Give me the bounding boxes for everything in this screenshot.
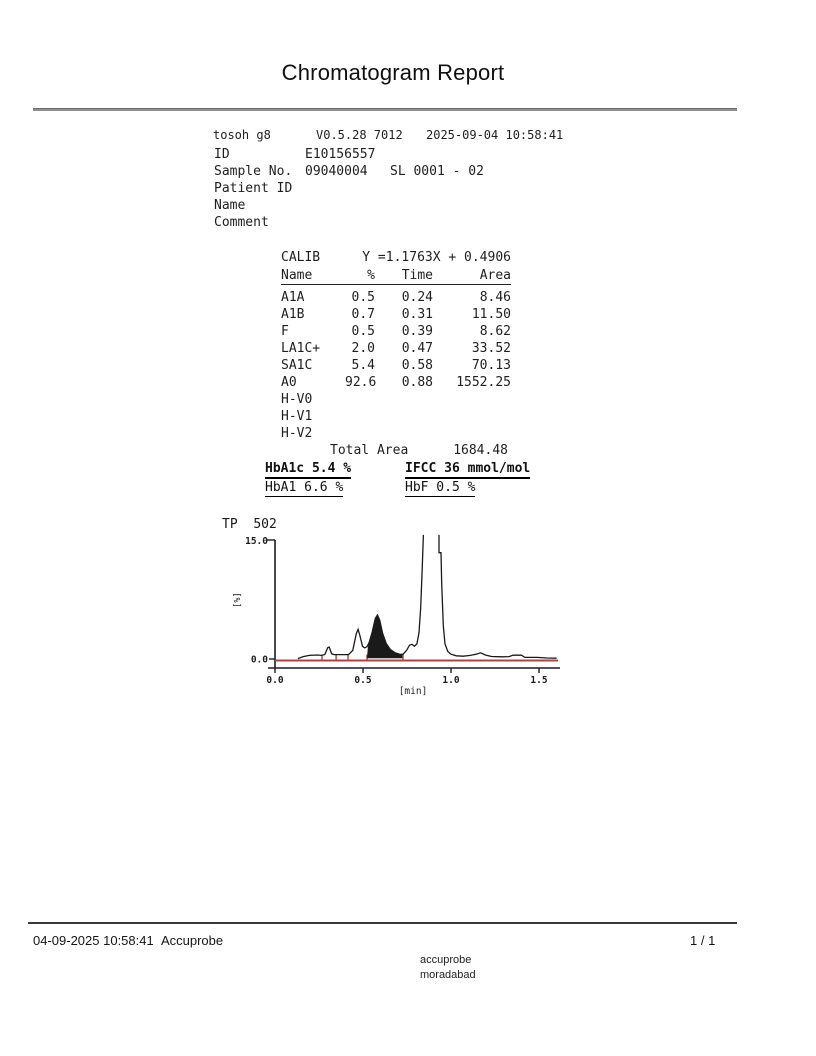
- peak-table-cell: 92.6: [345, 375, 377, 390]
- field-value: 09040004: [305, 164, 368, 179]
- peak-table-cell: 33.52: [471, 341, 511, 356]
- field-row-comment: [214, 215, 269, 232]
- tp-text: TP: [222, 517, 238, 532]
- calib-label: CALIB: [281, 250, 321, 265]
- col-header-area: Area: [479, 268, 511, 283]
- y-tick-label-top: 15.0: [245, 536, 268, 547]
- col-header-name: Name: [281, 268, 313, 283]
- calibration-row: [281, 250, 511, 265]
- peak-table-cell: 0.5: [351, 290, 375, 305]
- field-label: Sample No.: [214, 164, 293, 179]
- stamp-line-1: accuprobe: [420, 954, 472, 966]
- total-area-value: 1684.48: [453, 443, 508, 458]
- chromatogram-trace: [298, 535, 557, 659]
- device-firmware: V0.5.28 7012: [316, 128, 403, 142]
- header-rule: [33, 108, 737, 111]
- peak-table-cell: [375, 409, 433, 426]
- peak-table-cell: H-V2: [281, 426, 313, 441]
- stamp-line-2: moradabad: [420, 968, 476, 981]
- field-label: Comment: [214, 215, 269, 230]
- peak-table-cell: F: [281, 324, 289, 339]
- result-hba1c: HbA1c 5.4 %: [265, 461, 351, 479]
- x-tick-label: 0.0: [266, 675, 284, 686]
- field-value: E10156557: [305, 147, 376, 162]
- field-label: Patient ID: [214, 181, 293, 196]
- peak-table-row: [281, 290, 511, 307]
- x-tick-label: 1.5: [530, 675, 548, 686]
- result-hbf: HbF 0.5 %: [405, 480, 476, 495]
- peak-table-cell: SA1C: [281, 358, 313, 373]
- sa1c-filled-peak: [367, 615, 402, 658]
- peak-table-row: [281, 392, 511, 409]
- page-title: Chromatogram Report: [281, 60, 505, 85]
- device-model: tosoh g8: [213, 128, 271, 142]
- peak-table-cell: 11.50: [471, 307, 511, 322]
- x-tick-label: 1.0: [442, 675, 460, 686]
- footer-stamp: [420, 953, 476, 982]
- peak-table-cell: 0.58: [401, 358, 433, 373]
- peak-table-cell: H-V0: [281, 392, 313, 407]
- peak-table-cell: 0.39: [401, 324, 433, 339]
- peak-table-cell: 8.46: [479, 290, 511, 305]
- field-row-id: [214, 147, 376, 164]
- peak-table-cell: [345, 426, 375, 443]
- peak-table-cell: [375, 392, 433, 409]
- peak-table-cell: 5.4: [351, 358, 375, 373]
- field-label: ID: [214, 147, 230, 162]
- field-row-sample-no: [214, 164, 484, 181]
- peak-table-cell: [433, 409, 511, 426]
- x-axis-title: [min]: [398, 686, 428, 697]
- field-row-name: [214, 198, 245, 215]
- chromatogram-chart: [220, 515, 570, 700]
- result-hba1: HbA1 6.6 %: [265, 480, 344, 495]
- peak-table-cell: 2.0: [351, 341, 375, 356]
- peak-table-cell: [375, 426, 433, 443]
- peak-table-cell: A0: [281, 375, 297, 390]
- peak-table-cell: [345, 392, 375, 409]
- peak-table-cell: 8.62: [479, 324, 511, 339]
- peak-table-row: [281, 358, 511, 375]
- peak-table: [281, 268, 511, 443]
- footer-rule: [28, 922, 737, 924]
- peak-table-header: [281, 268, 511, 285]
- peak-table-cell: 0.31: [401, 307, 433, 322]
- x-axis-ticks: [266, 668, 547, 686]
- peak-table-cell: 0.47: [401, 341, 433, 356]
- field-row-patient-id: [214, 181, 293, 198]
- footer-datetime: 04-09-2025 10:58:41: [33, 933, 154, 948]
- y-axis-title: [%]: [233, 592, 243, 608]
- footer-left: [33, 933, 223, 948]
- peak-table-row: [281, 409, 511, 426]
- peak-table-cell: [433, 392, 511, 409]
- footer-page-number: 1 / 1: [690, 933, 716, 948]
- col-header-pct: %: [367, 268, 375, 283]
- peak-table-cell: A1B: [281, 307, 305, 322]
- peak-table-cell: H-V1: [281, 409, 313, 424]
- peak-table-cell: 1552.25: [456, 375, 511, 390]
- peak-table-cell: 0.5: [351, 324, 375, 339]
- peak-table-row: [281, 426, 511, 443]
- footer-organization: Accuprobe: [160, 933, 224, 948]
- peak-table-cell: 0.7: [351, 307, 375, 322]
- y-tick-label-zero: 0.0: [250, 654, 268, 666]
- peak-table-row: [281, 341, 511, 358]
- peak-table-cell: A1A: [281, 290, 305, 305]
- x-tick-label: 0.5: [354, 675, 372, 686]
- total-area-label: Total Area: [330, 443, 409, 458]
- tp-value: 502: [253, 517, 277, 532]
- peak-table-row: [281, 324, 511, 341]
- col-header-time: Time: [401, 268, 433, 283]
- result-ifcc: IFCC 36 mmol/mol: [405, 461, 530, 479]
- field-extra: SL 0001 - 02: [390, 164, 484, 179]
- peak-table-body: [281, 290, 511, 443]
- peak-table-cell: [345, 409, 375, 426]
- peak-table-cell: LA1C+: [281, 341, 321, 356]
- device-datetime: 2025-09-04 10:58:41: [426, 128, 564, 142]
- field-label: Name: [214, 198, 246, 213]
- peak-table-row: [281, 307, 511, 324]
- chromatogram-svg: [220, 515, 570, 700]
- peak-table-row: [281, 375, 511, 392]
- peak-table-cell: [433, 426, 511, 443]
- peak-table-cell: 70.13: [471, 358, 511, 373]
- peak-table-cell: 0.24: [401, 290, 433, 305]
- calib-equation: Y =1.1763X + 0.4906: [362, 250, 511, 265]
- peak-table-cell: 0.88: [401, 375, 433, 390]
